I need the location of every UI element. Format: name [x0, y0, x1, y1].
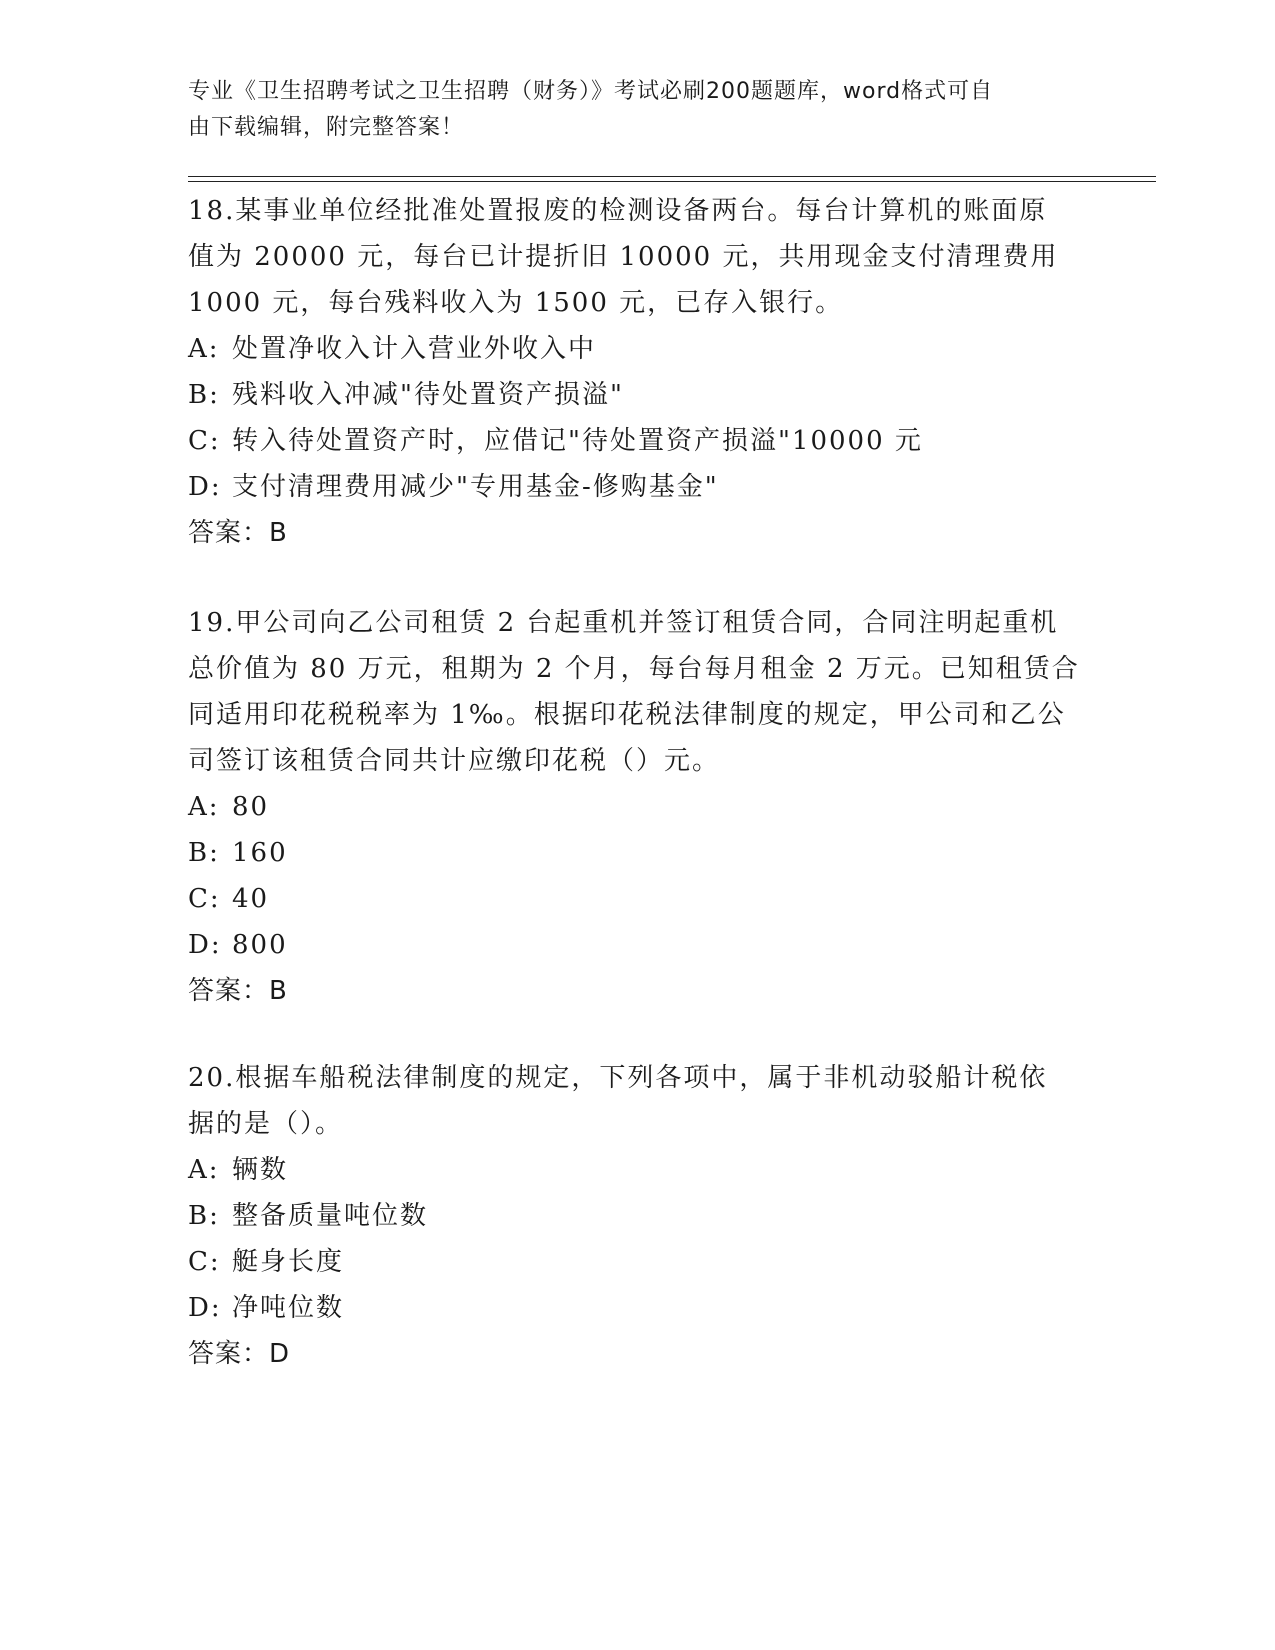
- option-letter: A:: [188, 792, 220, 822]
- option-letter: C:: [188, 884, 221, 914]
- option-text: 辆数: [232, 1155, 289, 1185]
- option-d: [188, 464, 1088, 510]
- header-line-2: 由下载编辑，附完整答案！: [188, 115, 465, 140]
- question-line: 总价值为 80 万元，租期为 2 个月，每台每月租金 2 万元。已知租赁合: [188, 654, 1080, 684]
- option-text: 80: [232, 792, 270, 822]
- option-c: [188, 1239, 1088, 1285]
- question-line: 1000 元，每台残料收入为 1500 元，已存入银行。: [188, 288, 844, 318]
- option-letter: D:: [188, 472, 222, 502]
- option-text: 整备质量吨位数: [232, 1201, 429, 1231]
- option-b: [188, 372, 1088, 418]
- document-header: [188, 74, 1068, 146]
- answer: 答案：B: [188, 976, 288, 1006]
- option-letter: D:: [188, 930, 222, 960]
- option-letter: A:: [188, 334, 220, 364]
- question-19: [188, 600, 1088, 1014]
- option-text: 800: [232, 930, 288, 960]
- option-d: [188, 1285, 1088, 1331]
- option-letter: B:: [188, 380, 220, 410]
- option-letter: D:: [188, 1293, 222, 1323]
- question-line: 值为 20000 元，每台已计提折旧 10000 元，共用现金支付清理费用: [188, 242, 1059, 272]
- question-line: 据的是（）。: [188, 1109, 344, 1139]
- option-b: [188, 830, 1088, 876]
- option-text: 支付清理费用减少"专用基金-修购基金": [232, 472, 719, 502]
- question-line: 司签订该租赁合同共计应缴印花税（）元。: [188, 746, 721, 776]
- option-text: 转入待处置资产时，应借记"待处置资产损溢"10000 元: [232, 426, 923, 456]
- question-line: 20.根据车船税法律制度的规定，下列各项中，属于非机动驳船计税依: [188, 1063, 1048, 1093]
- option-letter: C:: [188, 426, 221, 456]
- question-line: 19.甲公司向乙公司租赁 2 台起重机并签订租赁合同，合同注明起重机: [188, 608, 1059, 638]
- option-d: [188, 922, 1088, 968]
- option-a: [188, 326, 1088, 372]
- option-letter: C:: [188, 1247, 221, 1277]
- question-line: 同适用印花税税率为 1‰。根据印花税法律制度的规定，甲公司和乙公: [188, 700, 1066, 730]
- option-text: 40: [232, 884, 270, 914]
- option-b: [188, 1193, 1088, 1239]
- option-text: 净吨位数: [232, 1293, 345, 1323]
- question-18: [188, 188, 1088, 556]
- question-line: 18.某事业单位经批准处置报废的检测设备两台。每台计算机的账面原: [188, 196, 1048, 226]
- option-c: [188, 876, 1088, 922]
- question-20: [188, 1055, 1088, 1377]
- option-a: [188, 784, 1088, 830]
- option-letter: B:: [188, 1201, 220, 1231]
- answer: 答案：B: [188, 518, 288, 548]
- option-a: [188, 1147, 1088, 1193]
- option-text: 160: [232, 838, 288, 868]
- header-divider-top: [188, 176, 1156, 177]
- option-text: 残料收入冲减"待处置资产损溢": [232, 380, 624, 410]
- option-text: 艇身长度: [232, 1247, 345, 1277]
- option-letter: A:: [188, 1155, 220, 1185]
- option-letter: B:: [188, 838, 220, 868]
- header-divider-bottom: [188, 181, 1156, 182]
- option-c: [188, 418, 1088, 464]
- header-line-1: 专业《卫生招聘考试之卫生招聘（财务）》考试必刷200题题库，word格式可自: [188, 79, 994, 104]
- answer: 答案：D: [188, 1339, 291, 1369]
- option-text: 处置净收入计入营业外收入中: [232, 334, 597, 364]
